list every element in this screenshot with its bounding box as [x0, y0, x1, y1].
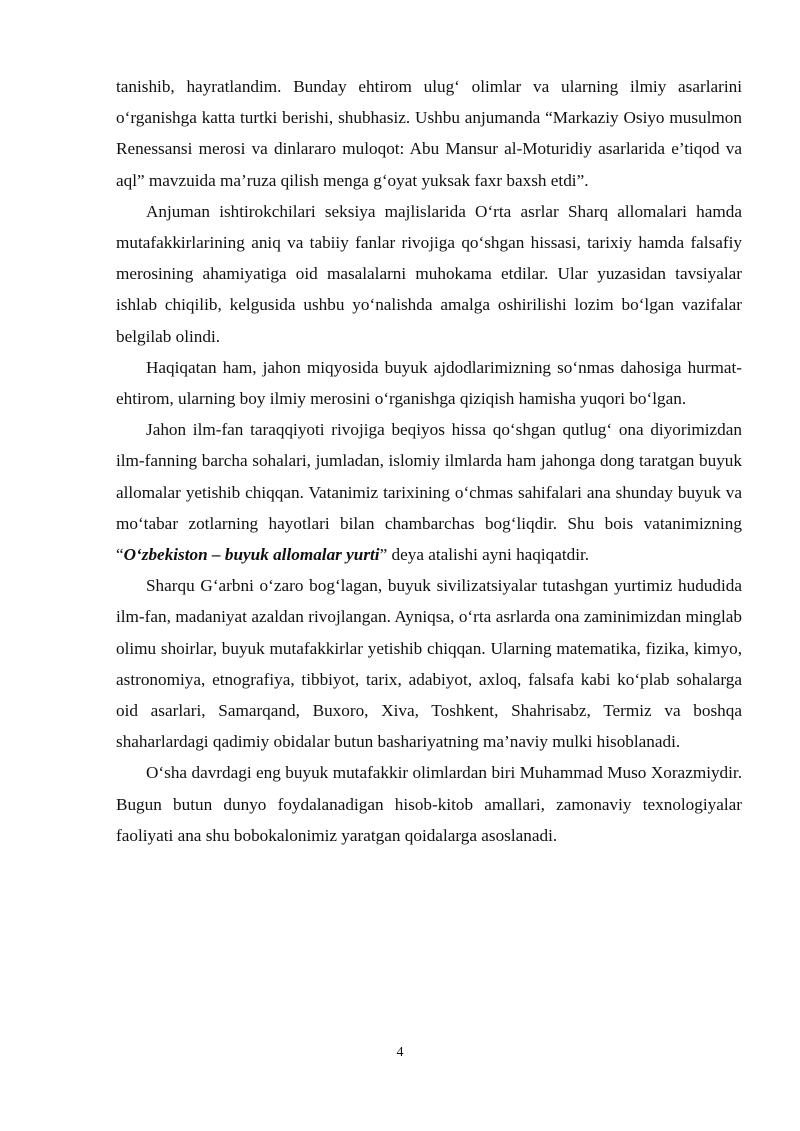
- paragraph-ancestors-heritage: Haqiqatan ham, jahon miqyosida buyuk ajdodlarimizning so‘nmas dahosiga hurmat-ehtirom, ularning boy ilmiy merosini o‘rganishga qiziqish hamisha yuqori bo‘lgan.: [116, 357, 742, 409]
- body-text: [116, 71, 742, 851]
- paragraph-conference-sessions: Anjuman ishtirokchilari seksiya majlislarida O‘rta asrlar Sharq allomalari hamda mutafakkirlarining aniq va tabiiy fanlar rivojiga qo‘shgan hissasi, tarixiy hamda falsafiy merosining ahamiyatiga oid masalalarni muhokama etdilar. Ular yuzasidan tavsiyalar ishlab chiqilib, kelgusida ushbu yo‘nalishda amalga oshirilishi lozim bo‘lgan vazifalar belgilab olindi.: [116, 201, 742, 346]
- paragraph-east-west: Sharqu G‘arbni o‘zaro bog‘lagan, buyuk sivilizatsiyalar tutashgan yurtimiz hududida ilm-fan, madaniyat azaldan rivojlangan. Ayniqsa, o‘rta asrlarda ona zaminimizdan minglab olimu shoirlar, buyuk mutafakkirlar yetishib chiqqan. Ularning matematika, fizika, kimyo, astronomiya, etnografiya, tibbiyot, tarix, adabiyot, axloq, falsafa kabi ko‘plab sohalarga oid asarlari, Samarqand, Buxoro, Xiva, Toshkent, Shahrisabz, Termiz va boshqa shaharlardagi qadimiy obidalar butun bashariyatning ma’naviy mulki hisoblanadi.: [116, 576, 742, 752]
- paragraph-land-of-scholars: [116, 414, 742, 570]
- page-number: 4: [396, 1045, 404, 1060]
- emphasized-phrase: O‘zbekiston – buyuk allomalar yurti: [123, 545, 380, 565]
- paragraph-khwarizmi: O‘sha davrdagi eng buyuk mutafakkir olimlardan biri Muhammad Muso Xorazmiydir. Bugun butun dunyo foydalanadigan hisob-kitob amallari, zamonaviy texnologiyalar faoliyati ana shu bobokalonimiz yaratgan qoidalarga asoslanadi.: [116, 763, 742, 845]
- paragraph-text-after: ” deya atalishi ayni haqiqatdir.: [379, 545, 590, 565]
- paragraph-text-before: Jahon ilm-fan taraqqiyoti rivojiga beqiyos hissa qo‘shgan qutlug‘ ona diyorimizdan ilm-fanning barcha sohalari, jumladan, islomiy ilmlarda ham jahonga dong taratgan buyuk allomalar yetishib chiqqan. Vatanimiz tarixining o‘chmas sahifalari ana shunday buyuk va mo‘tabar zotlarning hayotlari bilan chambarchas bog‘liqdir. Shu bois vatanimizning “: [116, 420, 742, 565]
- paragraph-continuation: tanishib, hayratlandim. Bunday ehtirom ulug‘ olimlar va ularning ilmiy asarlarini o‘rganishga katta turtki berishi, shubhasiz. Ushbu anjumanda “Markaziy Osiyo musulmon Renessansi merosi va dinlararo muloqot: Abu Mansur al-Moturidiy asarlarida e’tiqod va aql” mavzuida ma’ruza qilish menga g‘oyat yuksak faxr baxsh etdi”.: [116, 77, 742, 190]
